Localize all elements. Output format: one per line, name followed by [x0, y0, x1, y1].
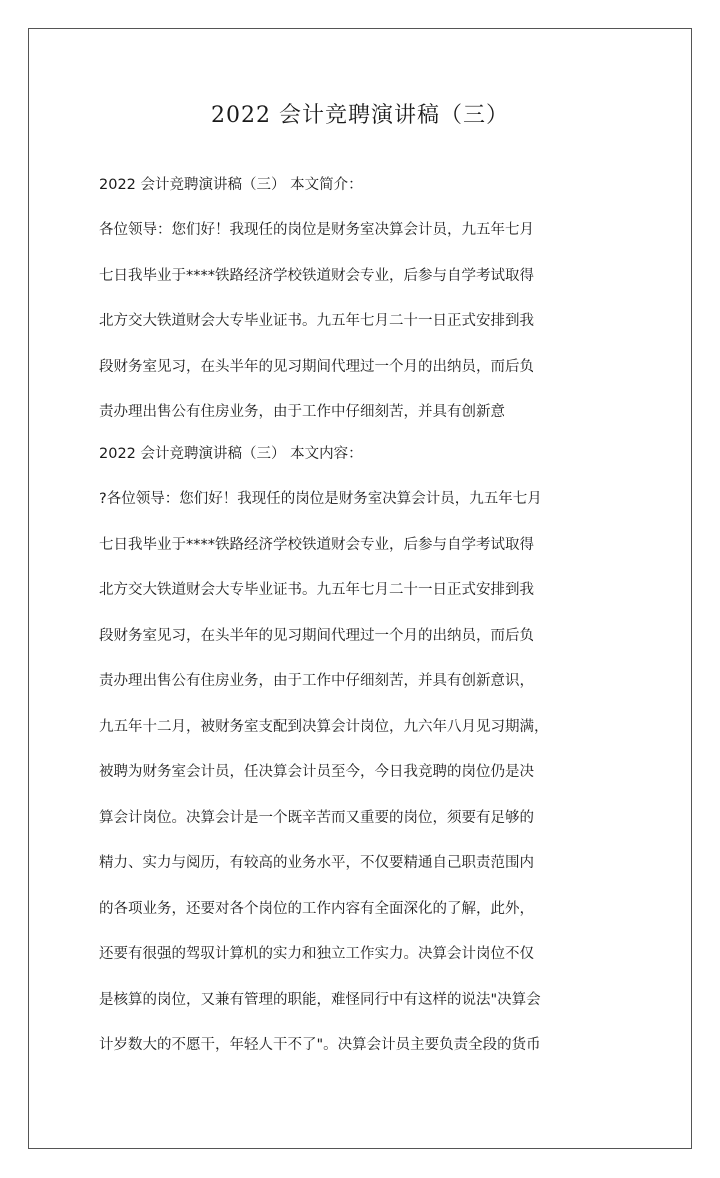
content-line: 是核算的岗位，又兼有管理的职能，难怪同行中有这样的说法"决算会 [99, 992, 541, 1008]
content-line: 九五年十二月，被财务室支配到决算会计岗位，九六年八月见习期满， [99, 719, 549, 735]
content-heading: 2022 会计竞聘演讲稿（三） 本文内容： [99, 446, 363, 462]
content-line: ?各位领导：您们好！我现任的岗位是财务室决算会计员，九五年七月 [99, 491, 542, 507]
summary-line: 段财务室见习，在头半年的见习期间代理过一个月的出纳员，而后负 [99, 359, 534, 375]
content-line: 责办理出售公有住房业务，由于工作中仔细刻苦，并具有创新意识， [99, 673, 534, 689]
summary-line: 北方交大铁道财会大专毕业证书。九五年七月二十一日正式安排到我 [99, 313, 534, 329]
content-line: 七日我毕业于****铁路经济学校铁道财会专业，后参与自学考试取得 [99, 537, 534, 553]
content-line: 段财务室见习，在头半年的见习期间代理过一个月的出纳员，而后负 [99, 628, 534, 644]
content-line: 精力、实力与阅历，有较高的业务水平，不仅要精通自己职责范围内 [99, 855, 534, 871]
summary-line: 责办理出售公有住房业务，由于工作中仔细刻苦，并具有创新意 [99, 404, 505, 420]
content-line: 还要有很强的驾驭计算机的实力和独立工作实力。决算会计岗位不仅 [99, 946, 534, 962]
summary-line: 七日我毕业于****铁路经济学校铁道财会专业，后参与自学考试取得 [99, 268, 534, 284]
content-line: 的各项业务，还要对各个岗位的工作内容有全面深化的了解，此外， [99, 901, 534, 917]
content-line: 北方交大铁道财会大专毕业证书。九五年七月二十一日正式安排到我 [99, 582, 534, 598]
content-line: 计岁数大的不愿干，年轻人干不了"。决算会计员主要负责全段的货币 [99, 1037, 541, 1053]
summary-heading: 2022 会计竞聘演讲稿（三） 本文简介： [99, 177, 363, 193]
document-title: 2022 会计竞聘演讲稿（三） [211, 103, 509, 128]
content-line: 算会计岗位。决算会计是一个既辛苦而又重要的岗位，须要有足够的 [99, 810, 534, 826]
summary-line: 各位领导：您们好！我现任的岗位是财务室决算会计员，九五年七月 [99, 222, 534, 238]
content-line: 被聘为财务室会计员，任决算会计员至今，今日我竞聘的岗位仍是决 [99, 764, 534, 780]
